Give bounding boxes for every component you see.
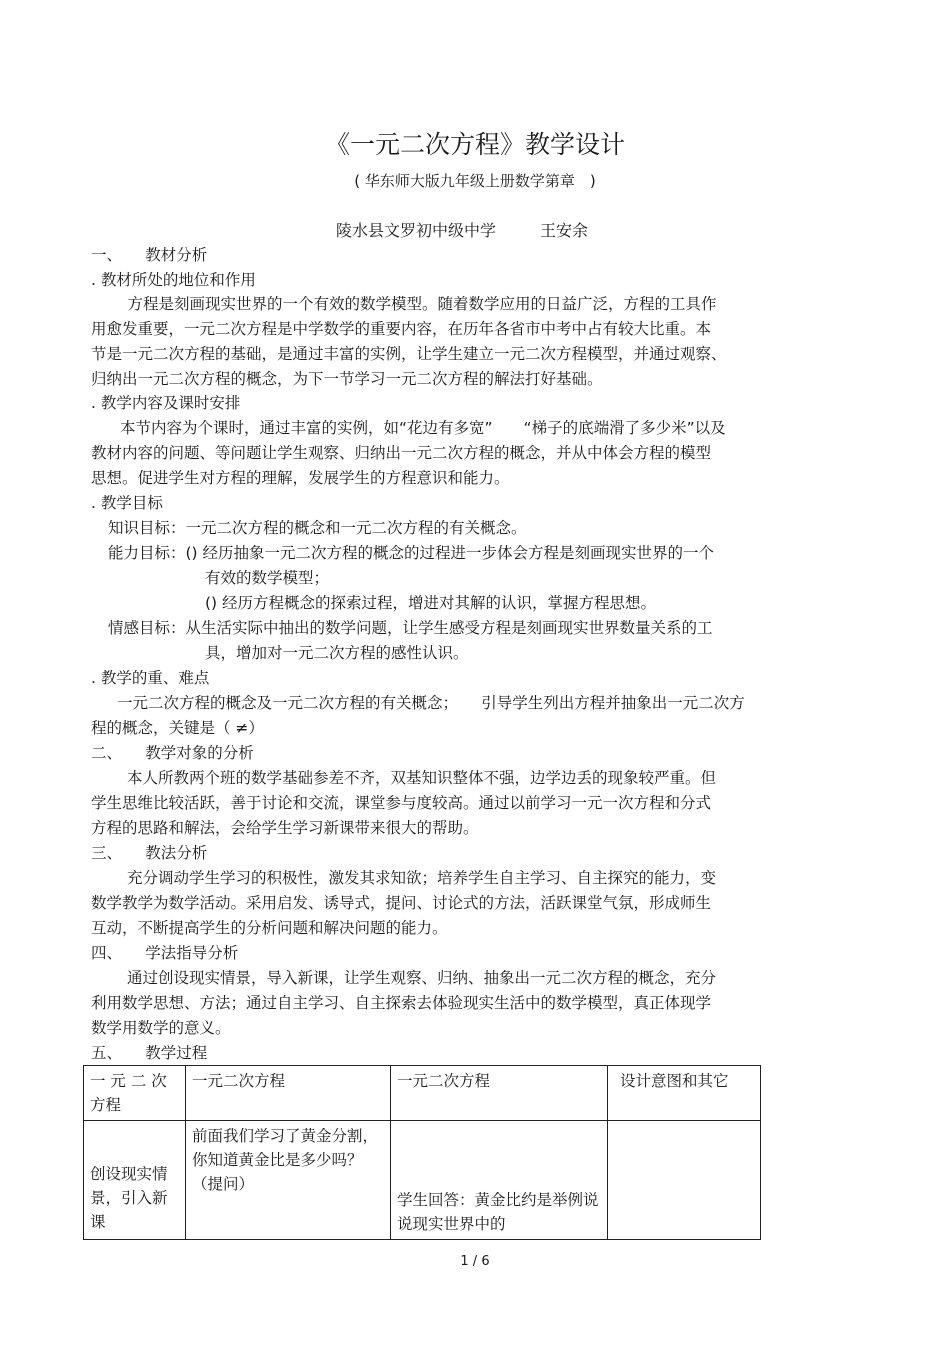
table-cell-student xyxy=(391,1121,608,1240)
document-subtitle: ( 华东师大版九年级上册数学第章 ) xyxy=(354,172,596,190)
paragraph-line: 数学用数学的意义。 xyxy=(91,1019,231,1037)
paragraph-line: 学生思维比较活跃，善于讨论和交流，课堂参与度较高。通过以前学习一元一次方程和分式 xyxy=(91,794,712,812)
section-heading-5: 五、 教学过程 xyxy=(91,1044,208,1062)
student-text: 学生回答：黄金比约是举例说说现实世界中的 xyxy=(397,1191,599,1233)
paragraph-line: 节是一元二次方程的基础，是通过丰富的实例，让学生建立一元二次方程模型，并通过观察、 xyxy=(91,345,727,363)
table-cell-note xyxy=(608,1121,761,1240)
paragraph-line: 归纳出一元二次方程的概念，为下一节学习一元二次方程的解法打好基础。 xyxy=(91,370,603,388)
goal-knowledge: 知识目标：一元二次方程的概念和一元二次方程的有关概念。 xyxy=(108,519,527,537)
goal-emotion: 情感目标：从生活实际中抽出的数学问题，让学生感受方程是刻画现实世界数量关系的工 xyxy=(108,619,713,637)
paragraph-line: 方程是刻画现实世界的一个有效的数学模型。随着数学应用的日益广泛，方程的工具作 xyxy=(112,295,717,313)
page-number: 1 / 6 xyxy=(460,1254,490,1269)
section-heading-3: 三、 教法分析 xyxy=(91,844,208,862)
section-heading-1: 一、 教材分析 xyxy=(91,246,208,264)
table-header-row xyxy=(84,1066,761,1121)
table-header-cell: 设计意图和其它 xyxy=(608,1066,761,1121)
paragraph-line: 程的概念，关键是（ ≠） xyxy=(91,719,264,737)
paragraph-line: 通过创设现实情景，导入新课，让学生观察、归纳、抽象出一元二次方程的概念，充分 xyxy=(127,969,717,987)
paragraph-line: 数学教学为数学活动。采用启发、诱导式，提问、讨论式的方法，活跃课堂气氛，形成师生 xyxy=(91,894,712,912)
table-header-cell: 一 元 二 次 方程 xyxy=(84,1066,186,1121)
author-name: 王安余 xyxy=(540,221,589,240)
paragraph-line: 利用数学思想、方法；通过自主学习、自主探索去体验现实生活中的数学模型，真正体现学 xyxy=(91,994,712,1012)
subsection-heading: . 教材所处的地位和作用 xyxy=(91,271,256,289)
goal-emotion-cont: 具，增加对一元二次方程的感性认识。 xyxy=(205,644,469,662)
paragraph-line: 互动，不断提高学生的分析问题和解决问题的能力。 xyxy=(91,919,448,937)
paragraph-line: 用愈发重要，一元二次方程是中学数学的重要内容，在历年各省市中考中占有较大比重。本 xyxy=(91,320,712,338)
table-row xyxy=(84,1121,761,1240)
paragraph-line: 思想。促进学生对方程的理解，发展学生的方程意识和能力。 xyxy=(91,469,510,487)
paragraph-line: 一元二次方程的概念及一元二次方程的有关概念； 引导学生列出方程并抽象出一元二次方 xyxy=(117,694,745,712)
document-title: 《一元二次方程》教学设计 xyxy=(324,130,625,159)
school-name: 陵水县文罗初中级中学 xyxy=(336,221,497,240)
table-cell-teacher: 前面我们学习了黄金分割，你知道黄金比是多少吗？（提问） xyxy=(185,1121,390,1240)
table-header-cell: 一元二次方程 xyxy=(391,1066,608,1121)
section-heading-2: 二、 教学对象的分析 xyxy=(91,744,254,762)
section-heading-4: 四、 学法指导分析 xyxy=(91,944,239,962)
goal-ability-cont: 有效的数学模型； xyxy=(205,569,330,587)
subsection-heading: . 教学的重、难点 xyxy=(91,669,210,687)
paragraph-line: 充分调动学生学习的积极性，激发其求知欲；培养学生自主学习、自主探究的能力，变 xyxy=(127,869,717,887)
stage-text: 创设现实情景，引入新课 xyxy=(90,1165,168,1231)
paragraph-line: 教材内容的问题、等问题让学生观察、归纳出一元二次方程的概念，并从中体会方程的模型 xyxy=(91,444,712,462)
paragraph-line: 本人所教两个班的数学基础参差不齐，双基知识整体不强，边学边丢的现象较严重。但 xyxy=(127,769,717,787)
paragraph-line: 方程的思路和解法，会给学生学习新课带来很大的帮助。 xyxy=(91,819,479,837)
goal-ability-2: () 经历方程概念的探索过程，增进对其解的认识，掌握方程思想。 xyxy=(205,594,657,612)
subsection-heading: . 教学内容及课时安排 xyxy=(91,394,241,412)
paragraph-line: 本节内容为个课时，通过丰富的实例，如“花边有多宽” “梯子的底端滑了多少米”以及 xyxy=(120,419,726,437)
goal-ability: 能力目标：() 经历抽象一元二次方程的概念的过程进一步体会方程是刻画现实世界的一个 xyxy=(108,544,715,562)
subsection-heading: . 教学目标 xyxy=(91,494,163,512)
teaching-process-table xyxy=(83,1065,761,1240)
table-cell-stage xyxy=(84,1121,186,1240)
author-line xyxy=(336,218,588,241)
table-header-cell: 一元二次方程 xyxy=(185,1066,390,1121)
